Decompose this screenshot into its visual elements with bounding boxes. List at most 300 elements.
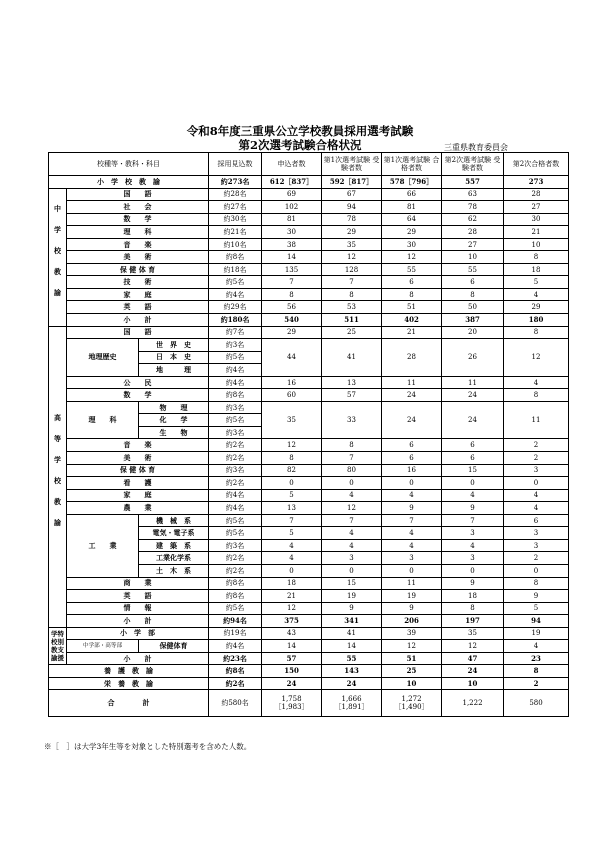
table-cell: 4 bbox=[322, 527, 382, 540]
table-cell: 約2名 bbox=[209, 477, 262, 490]
table-row bbox=[49, 301, 569, 314]
table-cell: 約5名 bbox=[209, 527, 262, 540]
table-cell: 14 bbox=[262, 251, 322, 264]
row-label: 英 語 bbox=[67, 590, 209, 603]
table-row bbox=[49, 627, 569, 640]
row-label: 公 民 bbox=[67, 376, 209, 389]
table-cell: 64 bbox=[382, 213, 442, 226]
table-cell: 5 bbox=[262, 527, 322, 540]
table-cell: 24 bbox=[262, 677, 322, 690]
total-value bbox=[262, 690, 322, 717]
sub-label: 工業化学系 bbox=[139, 552, 209, 565]
table-cell: 5 bbox=[262, 489, 322, 502]
table-cell: 30 bbox=[504, 213, 569, 226]
table-cell: 7 bbox=[322, 452, 382, 465]
table-cell: 43 bbox=[262, 627, 322, 640]
table-cell: 約27名 bbox=[209, 201, 262, 214]
results-table bbox=[48, 152, 569, 717]
sub-label: 土 木 系 bbox=[139, 564, 209, 577]
table-cell: 約18名 bbox=[209, 263, 262, 276]
table-row bbox=[49, 188, 569, 201]
table-row bbox=[49, 213, 569, 226]
table-cell: 15 bbox=[322, 577, 382, 590]
table-cell: 10 bbox=[504, 238, 569, 251]
header-exam1-passers: 第1次選考試験 合格者数 bbox=[382, 153, 442, 176]
table-cell: 約7名 bbox=[209, 326, 262, 339]
table-cell: 8 bbox=[322, 288, 382, 301]
table-cell: 12 bbox=[382, 251, 442, 264]
table-cell: 8 bbox=[262, 452, 322, 465]
table-cell: 60 bbox=[262, 389, 322, 402]
table-row bbox=[49, 153, 569, 176]
row-label: 理 科 bbox=[67, 226, 209, 239]
table-cell: 4 bbox=[504, 288, 569, 301]
table-cell: 9 bbox=[504, 590, 569, 603]
table-cell: 57 bbox=[262, 652, 322, 665]
table-cell: 82 bbox=[262, 464, 322, 477]
row-label: 国 語 bbox=[67, 326, 209, 339]
table-cell: 35 bbox=[262, 401, 322, 439]
table-cell: 540 bbox=[262, 314, 322, 327]
table-cell: 63 bbox=[442, 188, 504, 201]
organization: 三重県教育委員会 bbox=[444, 143, 508, 152]
table-cell: 24 bbox=[442, 401, 504, 439]
total-value-line: 1,272 bbox=[401, 695, 422, 704]
table-cell: 55 bbox=[382, 263, 442, 276]
table-row bbox=[49, 201, 569, 214]
table-cell: 4 bbox=[262, 552, 322, 565]
table-cell: 8 bbox=[504, 665, 569, 678]
table-row bbox=[49, 665, 569, 678]
table-cell: 2 bbox=[504, 552, 569, 565]
table-cell: 14 bbox=[262, 640, 322, 653]
total-value-line: ［1,490］ bbox=[394, 703, 429, 712]
table-row bbox=[49, 326, 569, 339]
table-cell: 約8名 bbox=[209, 577, 262, 590]
total-value-line: ［1,983］ bbox=[274, 703, 309, 712]
table-cell: 3 bbox=[382, 552, 442, 565]
table-cell: 19 bbox=[504, 627, 569, 640]
table-cell: 6 bbox=[382, 276, 442, 289]
table-cell: 9 bbox=[382, 502, 442, 515]
table-cell: 12 bbox=[322, 502, 382, 515]
subtotal-label: 小 計 bbox=[67, 652, 209, 665]
row-label: 小 学 部 bbox=[67, 627, 209, 640]
table-row bbox=[49, 251, 569, 264]
table-cell: 16 bbox=[382, 464, 442, 477]
table-cell: 0 bbox=[322, 564, 382, 577]
table-cell: 0 bbox=[262, 564, 322, 577]
table-cell: 102 bbox=[262, 201, 322, 214]
table-cell: 約4名 bbox=[209, 288, 262, 301]
row-label: 理 科 bbox=[67, 401, 139, 439]
table-cell: 約8名 bbox=[209, 590, 262, 603]
table-cell: 8 bbox=[262, 288, 322, 301]
table-row bbox=[49, 590, 569, 603]
sub-label: 生 物 bbox=[139, 426, 209, 439]
table-row bbox=[49, 514, 569, 527]
table-cell: 0 bbox=[442, 477, 504, 490]
table-cell: 44 bbox=[262, 339, 322, 377]
total-value-line: 580 bbox=[529, 699, 543, 708]
table-cell: 4 bbox=[382, 539, 442, 552]
table-row bbox=[49, 263, 569, 276]
table-cell: 約3名 bbox=[209, 401, 262, 414]
table-cell: 約94名 bbox=[209, 615, 262, 628]
sub-label: 電気・電子系 bbox=[139, 527, 209, 540]
page-subtitle: 第2次選考試験合格状況 bbox=[238, 138, 362, 152]
table-cell: 150 bbox=[262, 665, 322, 678]
table-cell: 18 bbox=[262, 577, 322, 590]
table-cell: 11 bbox=[504, 401, 569, 439]
table-cell: 7 bbox=[322, 276, 382, 289]
group-label-line: 諭援 bbox=[51, 654, 64, 662]
sub-label: 物 理 bbox=[139, 401, 209, 414]
header-exam2-passers: 第2次合格者数 bbox=[504, 153, 569, 176]
header-applicants: 申込者数 bbox=[262, 153, 322, 176]
table-cell: 0 bbox=[442, 564, 504, 577]
group-label-high-school: 高等学校教諭 bbox=[49, 326, 67, 627]
table-cell: 3 bbox=[442, 527, 504, 540]
table-cell: 9 bbox=[322, 602, 382, 615]
table-cell: 69 bbox=[262, 188, 322, 201]
table-row bbox=[49, 276, 569, 289]
table-cell: 29 bbox=[322, 226, 382, 239]
table-cell: 24 bbox=[442, 389, 504, 402]
row-label: 保 健 体 育 bbox=[67, 263, 209, 276]
table-cell: 12 bbox=[262, 439, 322, 452]
table-cell: 約2名 bbox=[209, 564, 262, 577]
table-cell: 33 bbox=[322, 401, 382, 439]
row-label: 保健体育 bbox=[139, 640, 209, 653]
row-label: 英 語 bbox=[67, 301, 209, 314]
table-cell: 約2名 bbox=[209, 677, 262, 690]
total-value bbox=[442, 690, 504, 717]
row-label: 国 語 bbox=[67, 188, 209, 201]
table-cell: 7 bbox=[382, 514, 442, 527]
table-cell: 約8名 bbox=[209, 251, 262, 264]
table-cell: 47 bbox=[442, 652, 504, 665]
header-quota: 採用見込数 bbox=[209, 153, 262, 176]
table-cell: 41 bbox=[322, 627, 382, 640]
table-cell: 78 bbox=[322, 213, 382, 226]
sub-prefix: 中学部・高等部 bbox=[67, 640, 139, 653]
table-row bbox=[49, 477, 569, 490]
table-cell: 約2名 bbox=[209, 439, 262, 452]
table-row bbox=[49, 226, 569, 239]
total-label: 合 計 bbox=[49, 690, 209, 717]
table-cell: 約3名 bbox=[209, 426, 262, 439]
table-cell: 5 bbox=[504, 276, 569, 289]
table-cell: 約4名 bbox=[209, 502, 262, 515]
table-cell: 4 bbox=[262, 539, 322, 552]
table-cell: 11 bbox=[382, 577, 442, 590]
row-label: 数 学 bbox=[67, 389, 209, 402]
table-cell: 5 bbox=[504, 602, 569, 615]
table-cell: 578［796］ bbox=[382, 176, 442, 189]
table-cell: 18 bbox=[504, 263, 569, 276]
header-exam1-takers: 第1次選考試験 受験者数 bbox=[322, 153, 382, 176]
row-label: 農 業 bbox=[67, 502, 209, 515]
total-value bbox=[382, 690, 442, 717]
table-cell: 35 bbox=[322, 238, 382, 251]
table-cell: 511 bbox=[322, 314, 382, 327]
table-cell: 135 bbox=[262, 263, 322, 276]
table-cell: 0 bbox=[382, 477, 442, 490]
table-cell: 6 bbox=[442, 276, 504, 289]
table-cell: 8 bbox=[504, 251, 569, 264]
table-cell: 13 bbox=[262, 502, 322, 515]
table-cell: 21 bbox=[504, 226, 569, 239]
table-cell: 18 bbox=[442, 590, 504, 603]
table-cell: 約5名 bbox=[209, 351, 262, 364]
table-cell: 13 bbox=[322, 376, 382, 389]
table-cell: 4 bbox=[504, 502, 569, 515]
table-cell: 8 bbox=[504, 326, 569, 339]
table-cell: 592［817］ bbox=[322, 176, 382, 189]
table-cell: 55 bbox=[442, 263, 504, 276]
table-cell: 29 bbox=[504, 301, 569, 314]
table-cell: 21 bbox=[382, 326, 442, 339]
table-cell: 7 bbox=[262, 276, 322, 289]
row-label: 美 術 bbox=[67, 251, 209, 264]
total-value-line: 1,758 bbox=[281, 695, 302, 704]
table-cell: 557 bbox=[442, 176, 504, 189]
row-label: 工 業 bbox=[67, 514, 139, 577]
row-label: 看 護 bbox=[67, 477, 209, 490]
table-row bbox=[49, 439, 569, 452]
table-cell: 273 bbox=[504, 176, 569, 189]
table-cell: 25 bbox=[322, 326, 382, 339]
footnote: ※［ ］は大学3年生等を対象とした特別選考を含めた人数。 bbox=[44, 742, 252, 751]
table-cell: 78 bbox=[442, 201, 504, 214]
group-label-junior-high: 中学校教諭 bbox=[49, 188, 67, 326]
table-cell: 94 bbox=[504, 615, 569, 628]
table-cell: 0 bbox=[504, 477, 569, 490]
table-cell: 55 bbox=[322, 652, 382, 665]
table-cell: 12 bbox=[442, 640, 504, 653]
table-cell: 4 bbox=[322, 539, 382, 552]
table-row bbox=[49, 615, 569, 628]
table-cell: 約5名 bbox=[209, 414, 262, 427]
table-cell: 約3名 bbox=[209, 464, 262, 477]
group-label-line: 校別 bbox=[51, 638, 64, 646]
row-label: 商 業 bbox=[67, 577, 209, 590]
table-cell: 6 bbox=[382, 439, 442, 452]
row-label: 音 楽 bbox=[67, 439, 209, 452]
table-cell: 8 bbox=[442, 288, 504, 301]
table-cell: 3 bbox=[322, 552, 382, 565]
table-cell: 387 bbox=[442, 314, 504, 327]
total-value-line: ［1,891］ bbox=[334, 703, 369, 712]
table-cell: 2 bbox=[504, 452, 569, 465]
table-cell: 約2名 bbox=[209, 452, 262, 465]
sub-label: 機 械 系 bbox=[139, 514, 209, 527]
table-cell: 12 bbox=[262, 602, 322, 615]
table-cell: 24 bbox=[322, 677, 382, 690]
table-cell: 約4名 bbox=[209, 364, 262, 377]
table-cell: 206 bbox=[382, 615, 442, 628]
table-row bbox=[49, 602, 569, 615]
table-cell: 81 bbox=[262, 213, 322, 226]
row-label: 養 護 教 諭 bbox=[49, 665, 209, 678]
table-cell: 341 bbox=[322, 615, 382, 628]
table-cell: 約10名 bbox=[209, 238, 262, 251]
table-cell: 7 bbox=[442, 514, 504, 527]
row-label: 技 術 bbox=[67, 276, 209, 289]
table-row bbox=[49, 389, 569, 402]
total-value-line: 1,666 bbox=[341, 695, 362, 704]
total-value-line: 1,222 bbox=[462, 699, 483, 708]
table-cell: 56 bbox=[262, 301, 322, 314]
header-category: 校種等・教科・科目 bbox=[49, 153, 209, 176]
table-cell: 約180名 bbox=[209, 314, 262, 327]
table-cell: 約23名 bbox=[209, 652, 262, 665]
sub-label: 世 界 史 bbox=[139, 339, 209, 352]
subtotal-label: 小 計 bbox=[67, 314, 209, 327]
row-label: 栄 養 教 諭 bbox=[49, 677, 209, 690]
table-cell: 612［837］ bbox=[262, 176, 322, 189]
total-value bbox=[504, 690, 569, 717]
table-cell: 2 bbox=[504, 677, 569, 690]
table-cell: 約4名 bbox=[209, 489, 262, 502]
group-label-line: 学特 bbox=[51, 630, 64, 638]
table-cell: 10 bbox=[442, 677, 504, 690]
table-row bbox=[49, 314, 569, 327]
table-cell: 375 bbox=[262, 615, 322, 628]
total-quota: 約580名 bbox=[209, 690, 262, 717]
table-cell: 0 bbox=[322, 477, 382, 490]
sub-label: 日 本 史 bbox=[139, 351, 209, 364]
table-cell: 16 bbox=[262, 376, 322, 389]
table-cell: 19 bbox=[322, 590, 382, 603]
table-cell: 3 bbox=[442, 552, 504, 565]
table-cell: 2 bbox=[504, 439, 569, 452]
table-cell: 約4名 bbox=[209, 376, 262, 389]
table-cell: 24 bbox=[382, 401, 442, 439]
table-cell: 約5名 bbox=[209, 276, 262, 289]
table-cell: 29 bbox=[382, 226, 442, 239]
table-cell: 7 bbox=[322, 514, 382, 527]
table-cell: 約5名 bbox=[209, 514, 262, 527]
table-cell: 8 bbox=[382, 288, 442, 301]
table-cell: 11 bbox=[382, 376, 442, 389]
table-cell: 28 bbox=[504, 188, 569, 201]
table-cell: 約3名 bbox=[209, 539, 262, 552]
group-label-line: 教支 bbox=[51, 646, 64, 654]
table-cell: 7 bbox=[262, 514, 322, 527]
table-cell: 4 bbox=[442, 539, 504, 552]
table-cell: 9 bbox=[442, 502, 504, 515]
table-cell: 29 bbox=[262, 326, 322, 339]
table-cell: 180 bbox=[504, 314, 569, 327]
table-cell: 28 bbox=[382, 339, 442, 377]
table-cell: 約5名 bbox=[209, 602, 262, 615]
table-cell: 6 bbox=[382, 452, 442, 465]
table-cell: 30 bbox=[262, 226, 322, 239]
table-cell: 約19名 bbox=[209, 627, 262, 640]
table-row bbox=[49, 577, 569, 590]
row-label: 情 報 bbox=[67, 602, 209, 615]
table-cell: 38 bbox=[262, 238, 322, 251]
table-cell: 53 bbox=[322, 301, 382, 314]
row-label: 社 会 bbox=[67, 201, 209, 214]
table-row bbox=[49, 677, 569, 690]
table-cell: 4 bbox=[442, 489, 504, 502]
table-cell: 12 bbox=[322, 251, 382, 264]
table-row bbox=[49, 401, 569, 414]
table-cell: 128 bbox=[322, 263, 382, 276]
table-cell: 24 bbox=[442, 665, 504, 678]
table-cell: 41 bbox=[322, 339, 382, 377]
table-cell: 81 bbox=[382, 201, 442, 214]
table-cell: 約4名 bbox=[209, 640, 262, 653]
table-cell: 10 bbox=[442, 251, 504, 264]
group-label-special-support bbox=[49, 627, 67, 665]
row-label: 家 庭 bbox=[67, 288, 209, 301]
row-label: 美 術 bbox=[67, 452, 209, 465]
table-row bbox=[49, 502, 569, 515]
total-value bbox=[322, 690, 382, 717]
page-title: 令和8年度三重県公立学校教員採用選考試験 bbox=[186, 124, 414, 138]
table-cell: 51 bbox=[382, 301, 442, 314]
table-row bbox=[49, 640, 569, 653]
table-cell: 約8名 bbox=[209, 389, 262, 402]
table-cell: 197 bbox=[442, 615, 504, 628]
table-cell: 6 bbox=[504, 514, 569, 527]
row-label: 音 楽 bbox=[67, 238, 209, 251]
table-cell: 15 bbox=[442, 464, 504, 477]
table-cell: 402 bbox=[382, 314, 442, 327]
table-cell: 約2名 bbox=[209, 552, 262, 565]
table-cell: 12 bbox=[382, 640, 442, 653]
table-cell: 10 bbox=[382, 677, 442, 690]
table-cell: 66 bbox=[382, 188, 442, 201]
table-cell: 11 bbox=[442, 376, 504, 389]
table-row bbox=[49, 176, 569, 189]
table-cell: 28 bbox=[442, 226, 504, 239]
table-cell: 4 bbox=[504, 376, 569, 389]
table-cell: 4 bbox=[504, 640, 569, 653]
table-cell: 9 bbox=[382, 602, 442, 615]
row-label: 地理歴史 bbox=[67, 339, 139, 377]
table-cell: 62 bbox=[442, 213, 504, 226]
table-cell: 67 bbox=[322, 188, 382, 201]
sub-label: 化 学 bbox=[139, 414, 209, 427]
table-row bbox=[49, 652, 569, 665]
table-cell: 6 bbox=[442, 439, 504, 452]
table-cell: 25 bbox=[382, 665, 442, 678]
table-cell: 4 bbox=[382, 489, 442, 502]
table-cell: 19 bbox=[382, 590, 442, 603]
table-cell: 3 bbox=[504, 539, 569, 552]
table-cell: 約30名 bbox=[209, 213, 262, 226]
table-cell: 約28名 bbox=[209, 188, 262, 201]
table-cell: 57 bbox=[322, 389, 382, 402]
table-cell: 3 bbox=[504, 464, 569, 477]
table-cell: 3 bbox=[504, 527, 569, 540]
table-row bbox=[49, 288, 569, 301]
table-cell: 51 bbox=[382, 652, 442, 665]
table-cell: 約273名 bbox=[209, 176, 262, 189]
table-cell: 約21名 bbox=[209, 226, 262, 239]
table-cell: 94 bbox=[322, 201, 382, 214]
table-cell: 8 bbox=[504, 389, 569, 402]
table-cell: 35 bbox=[442, 627, 504, 640]
table-row bbox=[49, 464, 569, 477]
table-row bbox=[49, 238, 569, 251]
table-cell: 約3名 bbox=[209, 339, 262, 352]
